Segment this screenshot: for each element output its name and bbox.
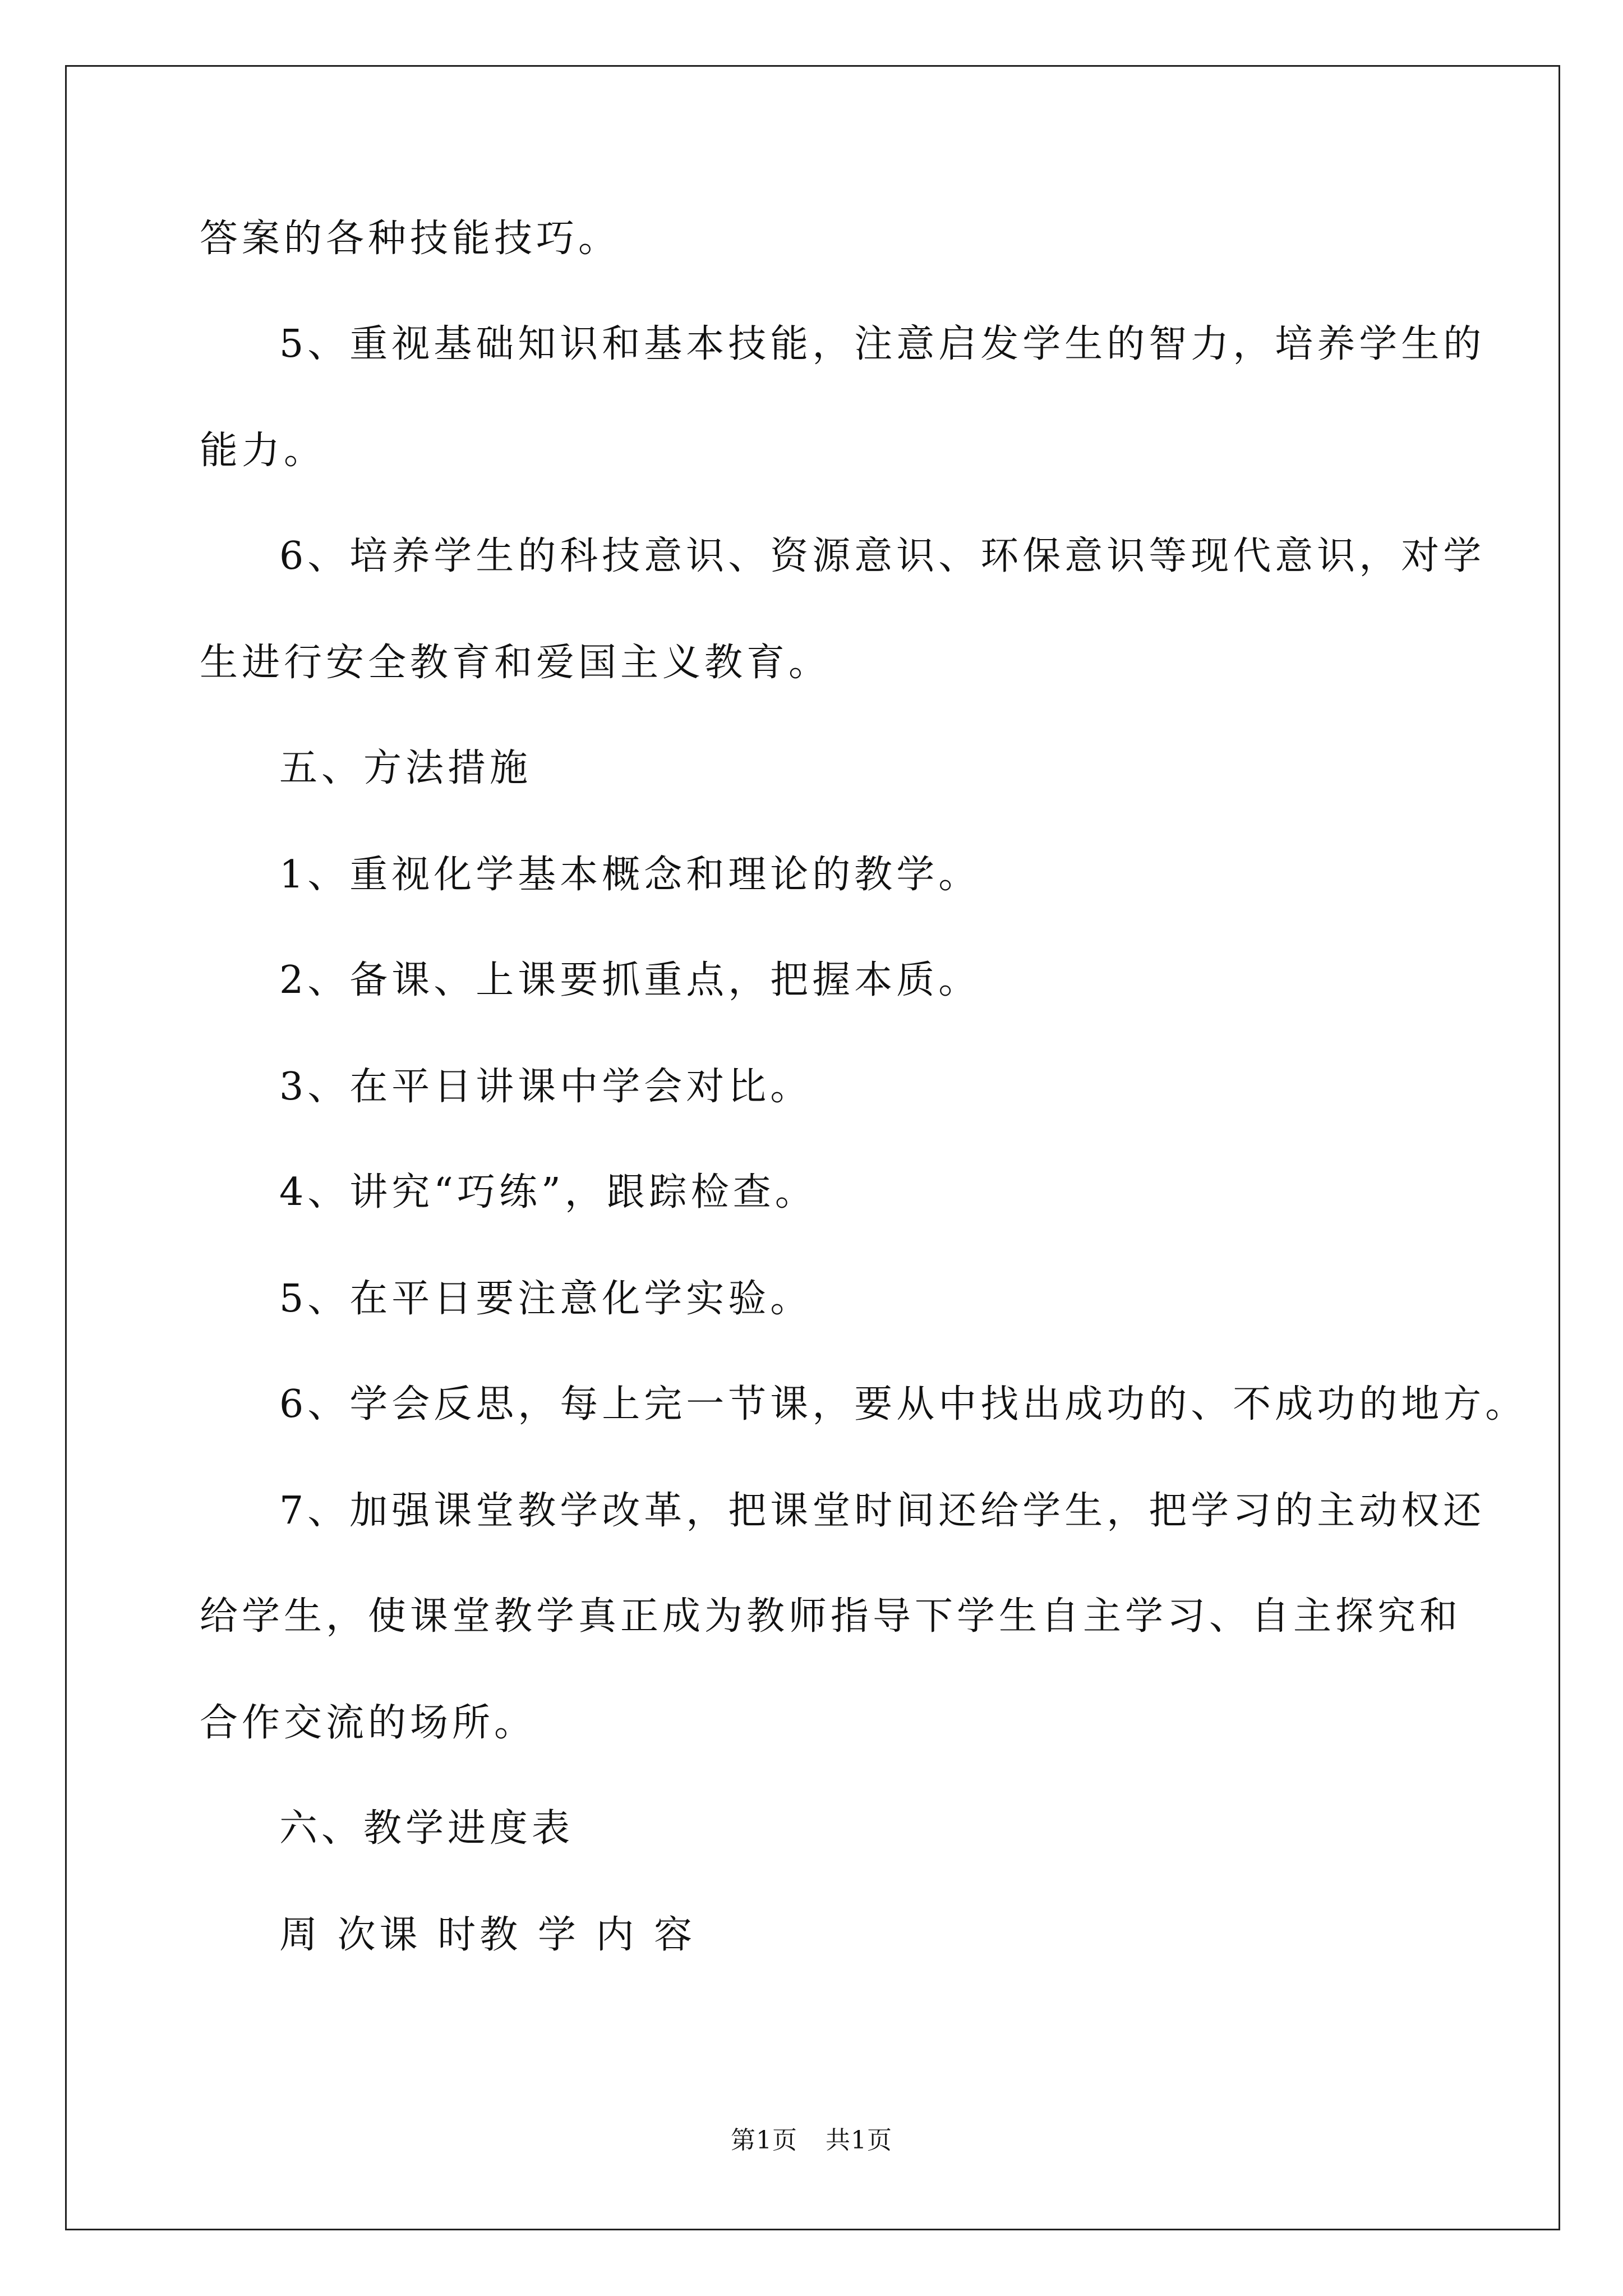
- text-line-7: 1、重视化学基本概念和理论的教学。: [279, 853, 981, 897]
- text-line-4: 6、培养学生的科技意识、资源意识、环保意识等现代意识，对学: [279, 534, 1486, 578]
- text-line-12: 6、学会反思，每上完一节课，要从中找出成功的、不成功的地方。: [279, 1382, 1528, 1427]
- page-number-total: 共1页: [826, 2126, 892, 2155]
- text-line-3: 能力。: [200, 429, 326, 473]
- text-line-1: 答案的各种技能技巧。: [200, 217, 621, 261]
- text-line-11: 5、在平日要注意化学实验。: [279, 1277, 813, 1321]
- section-heading-schedule: 六、教学进度表: [279, 1806, 574, 1851]
- text-line-9: 3、在平日讲课中学会对比。: [279, 1065, 813, 1109]
- page-number-current: 第1页: [731, 2126, 797, 2155]
- text-line-2: 5、重视基础知识和基本技能，注意启发学生的智力，培养学生的: [279, 322, 1486, 366]
- text-line-5: 生进行安全教育和爱国主义教育。: [200, 641, 831, 685]
- page-border: [65, 65, 1560, 2230]
- table-header-line: 周 次课 时教 学 内 容: [279, 1913, 697, 1957]
- text-line-8: 2、备课、上课要抓重点，把握本质。: [279, 958, 981, 1002]
- page-footer: [0, 2125, 1623, 2156]
- section-heading-methods: 五、方法措施: [279, 746, 532, 790]
- text-line-14: 给学生，使课堂教学真正成为教师指导下学生自主学习、自主探究和: [200, 1594, 1462, 1639]
- text-line-10: 4、讲究“巧练”，跟踪检查。: [279, 1170, 817, 1214]
- text-line-15: 合作交流的场所。: [200, 1701, 537, 1745]
- text-line-13: 7、加强课堂教学改革，把课堂时间还给学生，把学习的主动权还: [279, 1489, 1486, 1533]
